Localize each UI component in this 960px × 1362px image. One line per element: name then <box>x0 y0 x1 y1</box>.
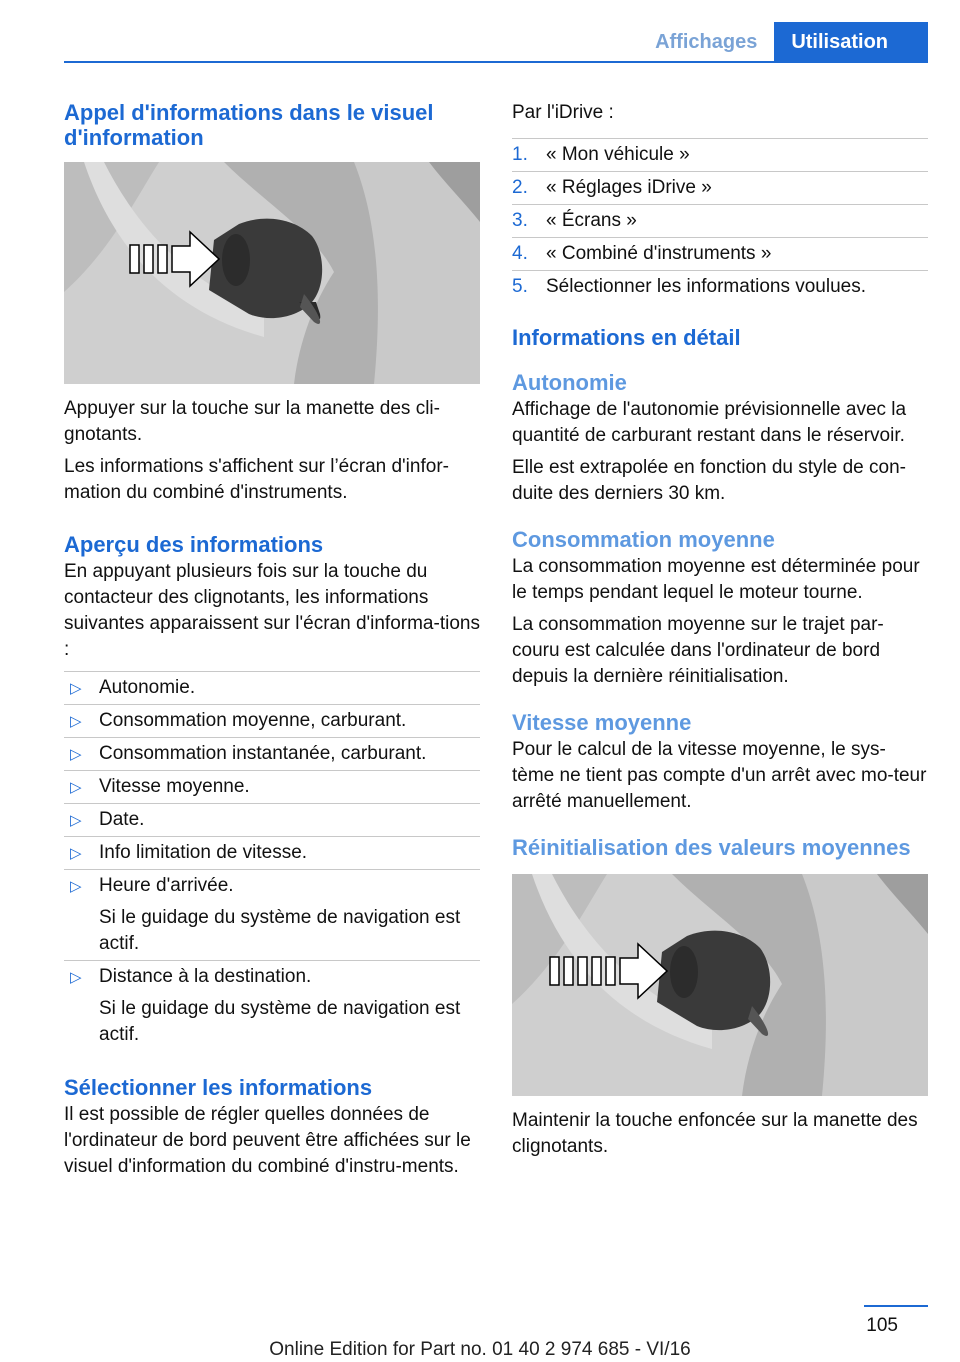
paragraph-apercu: En appuyant plusieurs fois sur la touche du contacteur des clignotants, les informations suivantes apparaissent sur l'écran d'informa-tions : <box>64 561 480 660</box>
list-item-note: Si le guidage du système de navigation est actif. <box>99 998 461 1045</box>
triangle-bullet-icon: ▷ <box>70 878 82 895</box>
step-number: 2. <box>512 177 528 198</box>
step-text: « Réglages iDrive » <box>546 177 712 198</box>
left-column <box>64 100 480 1186</box>
footer-rule <box>864 1305 928 1307</box>
triangle-bullet-icon: ▷ <box>70 779 82 796</box>
list-item <box>64 836 480 869</box>
idrive-steps <box>512 138 928 303</box>
figure-caption-2: Maintenir la touche enfoncée sur la manette des clignotants. <box>512 1110 918 1157</box>
step-item <box>512 270 928 303</box>
list-item <box>64 671 480 704</box>
header-tabs <box>655 22 928 62</box>
stalk-button-illustration-1 <box>64 162 480 384</box>
step-item <box>512 237 928 270</box>
subheading-reinitialisation: Réinitialisation des valeurs moyennes <box>512 835 911 860</box>
figure-caption-1: Appuyer sur la touche sur la manette des cli-gnotants. <box>64 398 440 445</box>
list-item-text: Consommation moyenne, carburant. <box>99 710 407 731</box>
paragraph-autonomie-2: Elle est extrapolée en fonction du style de con-duite des derniers 30 km. <box>512 457 906 504</box>
step-text: « Mon véhicule » <box>546 144 690 165</box>
list-item <box>64 770 480 803</box>
step-item <box>512 171 928 204</box>
heading-apercu-informations: Aperçu des informations <box>64 532 324 557</box>
step-item <box>512 138 928 171</box>
list-item-text: Vitesse moyenne. <box>99 776 250 797</box>
step-text: Sélectionner les informations voulues. <box>546 276 867 297</box>
triangle-bullet-icon: ▷ <box>70 746 82 763</box>
subheading-autonomie: Autonomie <box>512 370 627 395</box>
heading-informations-detail: Informations en détail <box>512 325 741 350</box>
step-item <box>512 204 928 237</box>
stalk-button-illustration-2 <box>512 874 928 1096</box>
paragraph-consommation-1: La consommation moyenne est déterminée pour le temps pendant lequel le moteur tourne. <box>512 556 920 603</box>
subheading-consommation-moyenne: Consommation moyenne <box>512 527 775 552</box>
subheading-vitesse-moyenne: Vitesse moyenne <box>512 710 692 735</box>
step-number: 4. <box>512 243 528 264</box>
step-number: 5. <box>512 276 528 297</box>
triangle-bullet-icon: ▷ <box>70 812 82 829</box>
paragraph-selectionner: Il est possible de régler quelles données de l'ordinateur de bord peuvent être affichées sur le visuel d'information du combiné d'instru-ments. <box>64 1104 471 1177</box>
paragraph-autonomie-1: Affichage de l'autonomie prévisionnelle avec la quantité de carburant restant dans le réservoir. <box>512 399 907 446</box>
list-item <box>64 960 480 1051</box>
step-number: 1. <box>512 144 528 165</box>
list-item-text: Date. <box>99 809 145 830</box>
heading-appel-informations: Appel d'informations dans le visuel d'information <box>64 100 434 150</box>
list-item-note: Si le guidage du système de navigation est actif. <box>99 907 461 954</box>
page-number: 105 <box>866 1315 898 1336</box>
list-item <box>64 869 480 960</box>
list-item <box>64 737 480 770</box>
list-item-text: Heure d'arrivée. <box>99 875 234 896</box>
edition-footer: Online Edition for Part no. 01 40 2 974 685 - VI/16 <box>269 1339 691 1360</box>
triangle-bullet-icon: ▷ <box>70 680 82 697</box>
list-item-text: Consommation instantanée, carburant. <box>99 743 427 764</box>
paragraph-info-display: Les informations s'affichent sur l’écran d'infor-mation du combiné d'instruments. <box>64 456 449 503</box>
paragraph-consommation-2: La consommation moyenne sur le trajet par-couru est calculée dans l'ordinateur de bord depuis la dernière réinitialisation. <box>512 614 884 687</box>
step-text: « Combiné d'instruments » <box>546 243 772 264</box>
chapter-tab-utilisation[interactable]: Utilisation <box>774 22 928 62</box>
section-tab-affichages[interactable]: Affichages <box>655 31 758 53</box>
list-item-text: Distance à la destination. <box>99 966 312 987</box>
triangle-bullet-icon: ▷ <box>70 969 82 986</box>
list-item <box>64 803 480 836</box>
header-rule <box>64 61 928 63</box>
list-item <box>64 704 480 737</box>
heading-selectionner-informations: Sélectionner les informations <box>64 1075 373 1100</box>
step-number: 3. <box>512 210 528 231</box>
info-list <box>64 671 480 1051</box>
triangle-bullet-icon: ▷ <box>70 713 82 730</box>
step-text: « Écrans » <box>546 210 637 231</box>
right-column <box>512 100 928 1166</box>
list-item-text: Info limitation de vitesse. <box>99 842 308 863</box>
paragraph-idrive-intro: Par l'iDrive : <box>512 102 614 123</box>
triangle-bullet-icon: ▷ <box>70 845 82 862</box>
list-item-text: Autonomie. <box>99 677 196 698</box>
paragraph-vitesse: Pour le calcul de la vitesse moyenne, le sys-tème ne tient pas compte d'un arrêt avec mo-teur arrêté manuellement. <box>512 739 927 812</box>
